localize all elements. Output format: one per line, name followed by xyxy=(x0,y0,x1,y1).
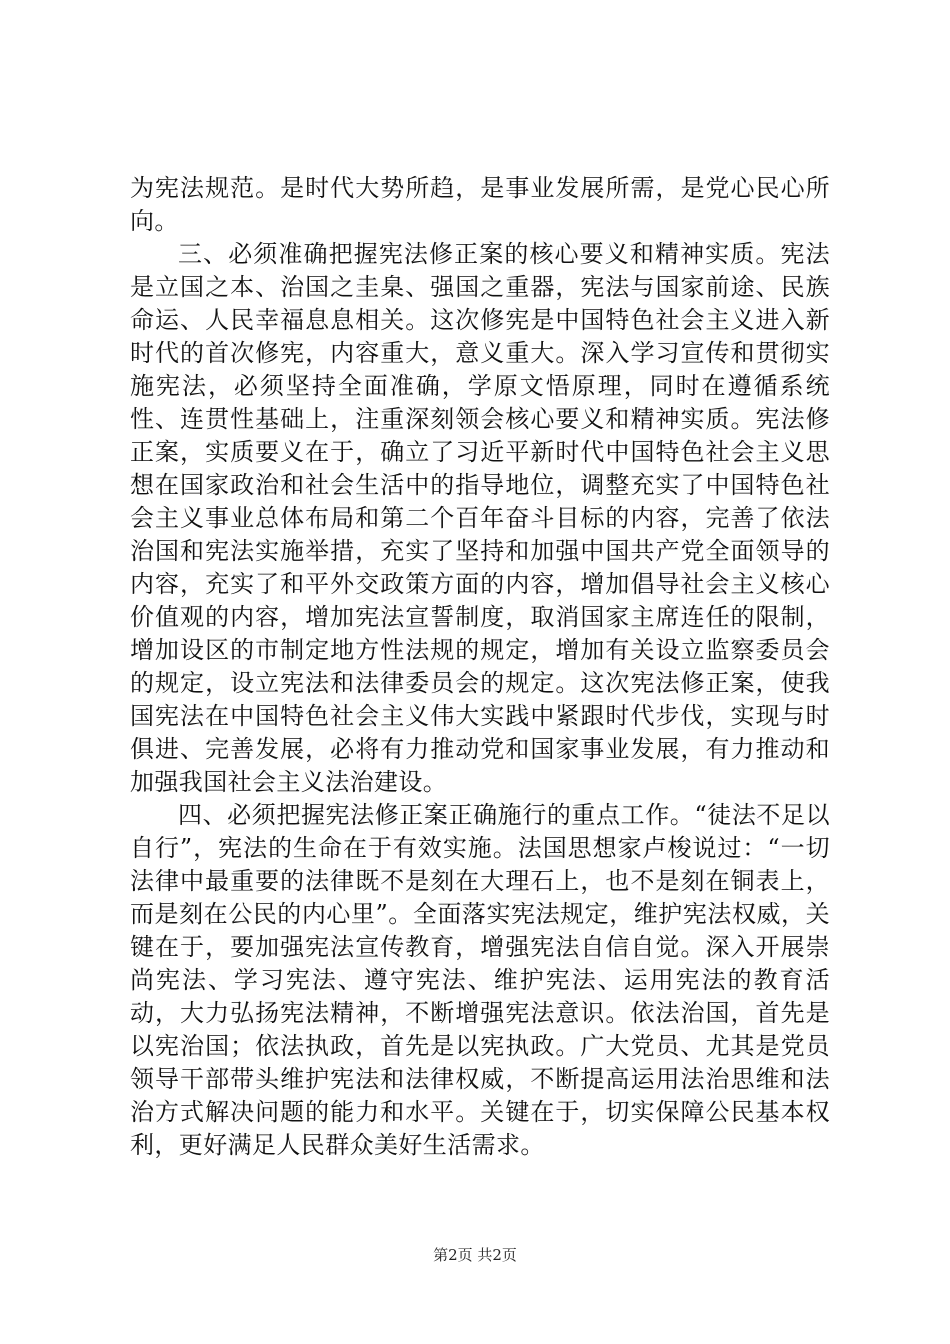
paragraph-1: 为宪法规范。是时代大势所趋，是事业发展所需，是党心民心所向。 xyxy=(130,174,830,235)
paragraph-3: 四、必须把握宪法修正案正确施行的重点工作。“徒法不足以自行”，宪法的生命在于有效实施。法国思想家卢梭说过：“一切法律中最重要的法律既不是刻在大理石上，也不是刻在铜表上，而是刻在公民的内心里”。全面落实宪法规定，维护宪法权威，关键在于，要加强宪法宣传教育，增强宪法自信自觉。深入开展崇尚宪法、学习宪法、遵守宪法、维护宪法、运用宪法的教育活动，大力弘扬宪法精神，不断增强宪法意识。依法治国，首先是以宪治国；依法执政，首先是以宪执政。广大党员、尤其是党员领导干部带头维护宪法和法律权威，不断提高运用法治思维和法治方式解决问题的能力和水平。关键在于，切实保障公民基本权利，更好满足人民群众美好生活需求。 xyxy=(130,801,830,1159)
page-footer: 第2页 共2页 xyxy=(433,1246,517,1264)
paragraph-2: 三、必须准确把握宪法修正案的核心要义和精神实质。宪法是立国之本、治国之圭臬、强国之重器，宪法与国家前途、民族命运、人民幸福息息相关。这次修宪是中国特色社会主义进入新时代的首次修宪，内容重大，意义重大。深入学习宣传和贯彻实施宪法，必须坚持全面准确，学原文悟原理，同时在遵循系统性、连贯性基础上，注重深刻领会核心要义和精神实质。宪法修正案，实质要义在于，确立了习近平新时代中国特色社会主义思想在国家政治和社会生活中的指导地位，调整充实了中国特色社会主义事业总体布局和第二个百年奋斗目标的内容，完善了依法治国和宪法实施举措，充实了坚持和加强中国共产党全面领导的内容，充实了和平外交政策方面的内容，增加倡导社会主义核心价值观的内容，增加宪法宣誓制度，取消国家主席连任的限制，增加设区的市制定地方性法规的规定，增加有关设立监察委员会的规定，设立宪法和法律委员会的规定。这次宪法修正案，使我国宪法在中国特色社会主义伟大实践中紧跟时代步伐，实现与时俱进、完善发展，必将有力推动党和国家事业发展，有力推动和加强我国社会主义法治建设。 xyxy=(130,240,830,796)
document-body xyxy=(130,172,830,1162)
